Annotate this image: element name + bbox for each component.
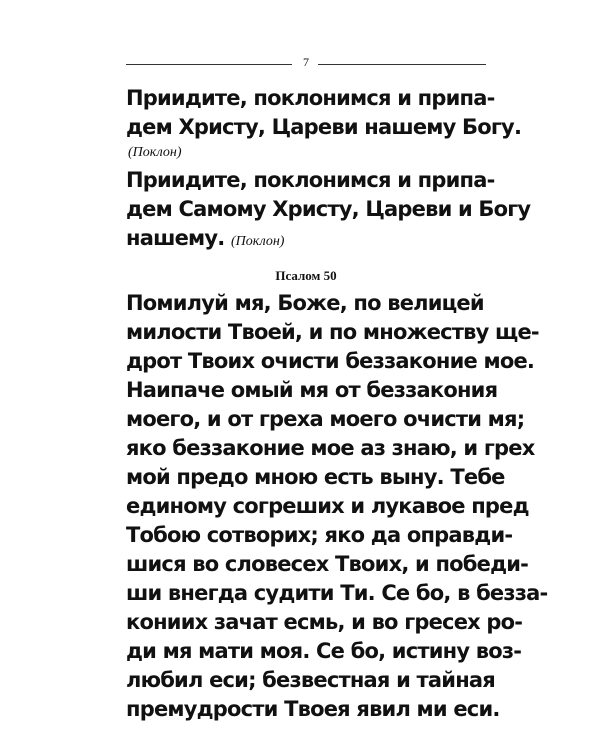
prayer-2-bow-note: (Поклон)	[230, 234, 285, 249]
psalm-title: Псалом 50	[275, 268, 337, 283]
prayer-1	[126, 84, 522, 161]
psalm-line: моего, и от греха моего очисти мя;	[126, 407, 525, 431]
book-page	[126, 54, 548, 724]
prayer-1-bow-note: (Поклон)	[128, 145, 182, 160]
page-header	[126, 54, 486, 74]
psalm-line: ши внегда судити Ти. Се бо, в безза-	[126, 581, 548, 605]
psalm-line: милости Твоей, и по множеству ще-	[126, 320, 539, 344]
psalm-line: дрот Твоих очисти беззаконие мое.	[126, 349, 535, 373]
psalm-line: мой предо мною есть выну. Тебе	[126, 465, 505, 489]
psalm-line: кониих зачат есмь, и во гресех ро-	[126, 610, 523, 634]
psalm-line: любил еси; безвестная и тайная	[126, 668, 495, 692]
prayer-2-line-1: Приидите, поклонимся и припа-	[126, 168, 495, 192]
prayer-1-line-2: дем Христу, Цареви нашему Богу.	[126, 115, 522, 139]
prayer-2-line-2: дем Самому Христу, Цареви и Богу	[126, 197, 531, 221]
psalm-line: Наипаче омый мя от беззакония	[126, 378, 498, 402]
prayer-2-line-3	[126, 224, 486, 256]
psalm-line: яко беззаконие мое аз знаю, и грех	[126, 436, 535, 460]
psalm-line: единому согреших и лукавое пред	[126, 494, 529, 518]
psalm-text	[126, 289, 548, 724]
header-rule-right	[318, 64, 486, 65]
psalm-line: Помилуй мя, Боже, по велицей	[126, 291, 484, 315]
psalm-line: шися во словесех Твоих, и победи-	[126, 552, 529, 576]
page-number: 7	[303, 55, 309, 69]
prayer-2	[126, 166, 531, 256]
psalm-line: ди мя мати моя. Се бо, истину воз-	[126, 639, 522, 663]
psalm-line: Тобою сотворих; яко да оправди-	[126, 523, 513, 547]
prayer-1-line-1: Приидите, поклонимся и припа-	[126, 86, 495, 110]
prayer-2-last-word: нашему.	[126, 226, 225, 250]
psalm-line: премудрости Твоея явил ми еси.	[126, 697, 500, 721]
